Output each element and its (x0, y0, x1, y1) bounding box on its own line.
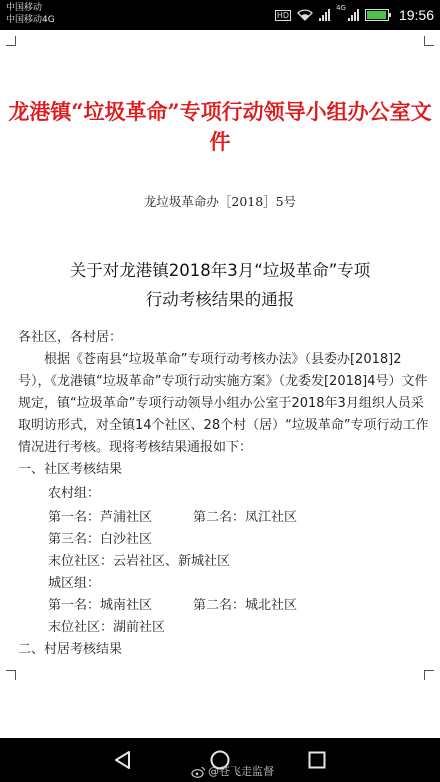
rural-rank-row-2 (0, 529, 440, 551)
crop-mark-bottom-left (6, 670, 16, 680)
carrier-1-label: 中国移动 (6, 3, 43, 13)
rural-rank-row-1 (0, 507, 440, 529)
rural-last: 末位社区：云岩社区、新城社区 (48, 554, 231, 569)
network-type-label: 4G (336, 4, 346, 12)
rural-group-label: 农村组： (48, 486, 101, 501)
rural-first: 第一名：芦浦社区 (48, 510, 153, 525)
section-1-row (0, 459, 440, 481)
crop-mark-top-right (424, 36, 434, 46)
section-1-heading: 一、社区考核结果 (18, 462, 123, 477)
signal-2-icon (348, 9, 359, 21)
back-icon[interactable] (112, 749, 134, 771)
urban-group-row (0, 573, 440, 595)
urban-second: 第二名：城北社区 (193, 598, 298, 613)
recent-apps-icon[interactable] (306, 749, 328, 771)
battery-fill (367, 11, 386, 19)
urban-group-label: 城区组： (48, 576, 101, 591)
carrier-2-label: 中国移动4G (6, 15, 55, 25)
document-title (30, 256, 410, 314)
section-2-heading: 二、村居考核结果 (18, 642, 123, 657)
signal-1-icon (319, 9, 330, 21)
body-paragraph: 根据《苍南县“垃圾革命”专项行动考核办法》（县委办[2018]2号），《龙港镇“垃圾革命”专项行动实施方案》（龙委发[2018]4号）文件规定，镇“垃圾革命”专项行动领导小组办公室于2018年3月组织人员采取明访形式，对全镇14个社区、28个村（居）“垃圾革命”专项行动工作情况进行考核。现将考核结果通报如下： (18, 352, 429, 455)
title-line-2: 行动考核结果的通报 (145, 290, 295, 309)
title-line-1: 关于对龙港镇2018年3月“垃圾革命”专项 (69, 261, 371, 280)
battery-icon (365, 9, 389, 21)
urban-last: 末位社区：湖前社区 (48, 620, 166, 635)
greeting: 各社区，各村居： (18, 330, 123, 345)
watermark-text: @苍飞走监督 (208, 765, 274, 778)
rural-second: 第二名：凤江社区 (193, 510, 298, 525)
urban-rank-row-1 (0, 595, 440, 617)
document-page[interactable] (0, 30, 440, 738)
status-bar (0, 0, 440, 30)
crop-mark-bottom-right (424, 670, 434, 680)
weibo-watermark (191, 765, 274, 779)
urban-rank-row-2 (0, 617, 440, 639)
document-number: 龙垃圾革命办［2018］5号 (143, 194, 297, 209)
status-icons (275, 4, 434, 26)
urban-first: 第一名：城南社区 (48, 598, 153, 613)
rural-rank-row-3 (0, 551, 440, 573)
section-2-row (0, 639, 440, 661)
document-header: 龙港镇“垃圾革命”专项行动领导小组办公室文件 (8, 99, 432, 154)
hd-voice-icon: HD (276, 10, 290, 20)
clock: 19:56 (398, 7, 434, 23)
weibo-icon (191, 766, 206, 778)
wifi-icon (297, 9, 313, 21)
navigation-bar (0, 738, 440, 782)
rural-third: 第三名：白沙社区 (48, 532, 153, 547)
crop-mark-top-left (6, 36, 16, 46)
rural-group-row (0, 483, 440, 505)
